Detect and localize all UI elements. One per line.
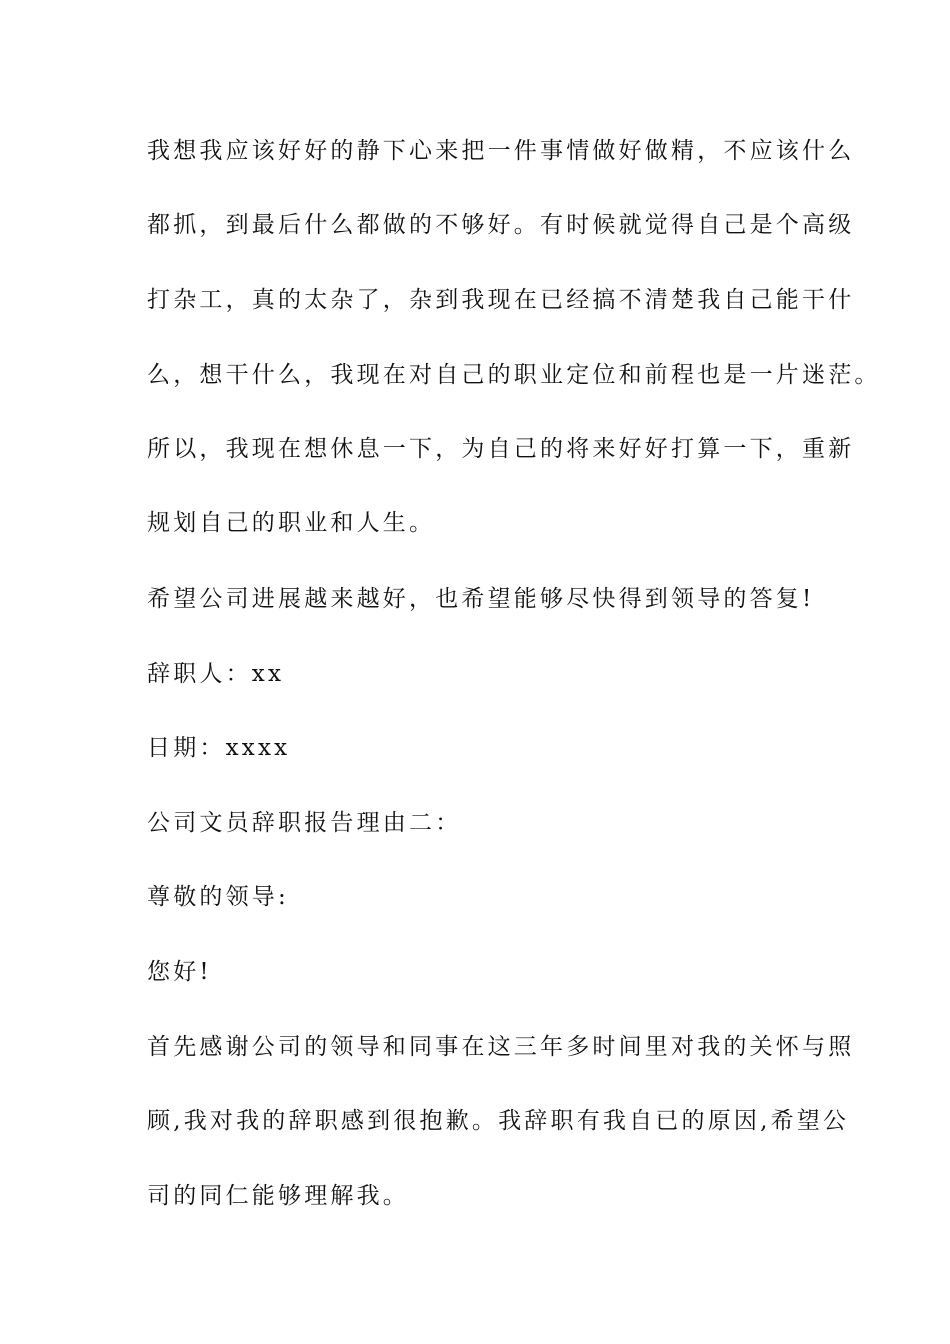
- paragraph-line-1: 我想我应该好好的静下心来把一件事情做好做精，不应该什么: [147, 138, 855, 164]
- paragraph-line-7: 首先感谢公司的领导和同事在这三年多时间里对我的关怀与照: [147, 1034, 855, 1060]
- paragraph-line-6: 规划自己的职业和人生。: [147, 510, 436, 536]
- greeting: 您好!: [147, 959, 212, 985]
- paragraph-line-4: 么，想干什么，我现在对自己的职业定位和前程也是一片迷茫。: [147, 362, 881, 388]
- paragraph-line-9: 司的同仁能够理解我。: [147, 1183, 409, 1209]
- section-heading: 公司文员辞职报告理由二：: [147, 810, 462, 836]
- salutation: 尊敬的领导:: [147, 884, 289, 910]
- paragraph-line-2: 都抓，到最后什么都做的不够好。有时候就觉得自己是个高级: [147, 212, 855, 238]
- date-line: 日期：xxxx: [147, 735, 291, 761]
- paragraph-line-5: 所以，我现在想休息一下，为自己的将来好好打算一下，重新: [147, 436, 855, 462]
- paragraph-line-3: 打杂工，真的太杂了，杂到我现在已经搞不清楚我自己能干什: [147, 287, 855, 313]
- paragraph-line-8: 顾,我对我的辞职感到很抱歉。我辞职有我自已的原因,希望公: [147, 1108, 850, 1134]
- closing-wish: 希望公司进展越来越好，也希望能够尽快得到领导的答复!: [147, 586, 815, 612]
- resigner-line: 辞职人：xx: [147, 661, 285, 687]
